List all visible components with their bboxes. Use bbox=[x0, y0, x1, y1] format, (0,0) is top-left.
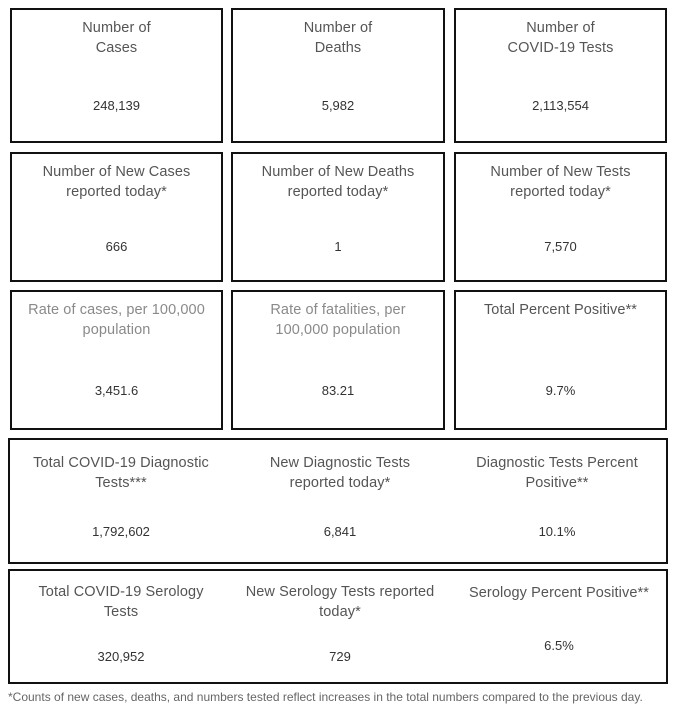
tile-new-diagnostic-tests bbox=[232, 440, 448, 562]
label-line: Tests*** bbox=[95, 475, 147, 491]
tile-label bbox=[448, 583, 670, 603]
tile-diagnostic-percent-positive bbox=[448, 440, 666, 562]
tile-value: 320,952 bbox=[97, 649, 145, 664]
label-line: Deaths bbox=[314, 40, 362, 56]
tile-value: 6,841 bbox=[323, 524, 357, 539]
tile-label bbox=[456, 300, 665, 320]
tile-label bbox=[232, 582, 448, 622]
label-line: 100,000 population bbox=[275, 322, 401, 338]
tile-label bbox=[233, 162, 443, 202]
label-line: Number of New Deaths bbox=[261, 164, 415, 180]
tile-total-diagnostic-tests bbox=[10, 440, 232, 562]
tile-serology-percent-positive bbox=[448, 571, 670, 682]
label-line: Diagnostic Tests Percent bbox=[476, 455, 638, 471]
tile-value: 7,570 bbox=[544, 239, 577, 254]
label-line: Number of New Tests bbox=[490, 164, 631, 180]
tile-label bbox=[456, 162, 665, 202]
tile-total-percent-positive bbox=[454, 290, 667, 430]
tile-value: 3,451.6 bbox=[94, 383, 139, 398]
label-line: Number of bbox=[303, 20, 373, 36]
label-line: Positive** bbox=[525, 475, 589, 491]
tile-new-serology-tests bbox=[232, 571, 448, 682]
tile-value: 9.7% bbox=[545, 383, 576, 398]
label-line: Total Percent Positive** bbox=[483, 302, 638, 318]
tile-value: 666 bbox=[105, 239, 128, 254]
tile-label bbox=[456, 18, 665, 58]
tile-value: 1 bbox=[334, 239, 342, 254]
tile-value: 248,139 bbox=[93, 98, 140, 113]
label-line: Total COVID-19 Serology bbox=[38, 584, 204, 600]
serology-tests-panel bbox=[8, 569, 668, 684]
tile-label bbox=[12, 162, 221, 202]
tile-value: 2,113,554 bbox=[532, 98, 589, 113]
tile-total-serology-tests bbox=[10, 571, 232, 682]
tile-value: 1,792,602 bbox=[92, 524, 150, 539]
label-line: Number of New Cases bbox=[42, 164, 191, 180]
tile-label bbox=[12, 18, 221, 58]
tile-number-of-deaths bbox=[231, 8, 445, 143]
label-line: Rate of fatalities, per bbox=[270, 302, 406, 318]
tile-value: 5,982 bbox=[321, 98, 355, 113]
label-line: COVID-19 Tests bbox=[507, 40, 614, 56]
tile-label bbox=[232, 453, 448, 493]
label-line: population bbox=[82, 322, 151, 338]
tile-new-cases bbox=[10, 152, 223, 282]
tile-label bbox=[10, 582, 232, 622]
tile-new-tests bbox=[454, 152, 667, 282]
tile-label bbox=[233, 18, 443, 58]
label-line: reported today* bbox=[510, 184, 611, 200]
footnote: *Counts of new cases, deaths, and numbers tested reflect increases in the total numbers compared to the previous day. bbox=[8, 690, 643, 704]
tile-number-of-tests bbox=[454, 8, 667, 143]
label-line: Tests bbox=[103, 604, 139, 620]
label-line: Rate of cases, per 100,000 bbox=[28, 302, 205, 318]
tile-value: 83.21 bbox=[321, 383, 355, 398]
label-line: reported today* bbox=[66, 184, 167, 200]
label-line: Number of bbox=[526, 20, 595, 36]
tile-label bbox=[12, 300, 221, 340]
tile-new-deaths bbox=[231, 152, 445, 282]
label-line: New Serology Tests reported bbox=[245, 584, 435, 600]
label-line: New Diagnostic Tests bbox=[269, 455, 411, 471]
label-line: Total COVID-19 Diagnostic bbox=[33, 455, 209, 471]
label-line: today* bbox=[319, 604, 361, 620]
tile-fatality-rate bbox=[231, 290, 445, 430]
diagnostic-tests-panel bbox=[8, 438, 668, 564]
label-line: reported today* bbox=[287, 184, 389, 200]
tile-value: 6.5% bbox=[544, 638, 574, 653]
tile-label bbox=[448, 453, 666, 493]
tile-value: 729 bbox=[329, 649, 351, 664]
label-line: Cases bbox=[95, 40, 138, 56]
tile-number-of-cases bbox=[10, 8, 223, 143]
tile-label bbox=[233, 300, 443, 340]
label-line: Number of bbox=[82, 20, 151, 36]
tile-label bbox=[10, 453, 232, 493]
label-line: reported today* bbox=[289, 475, 391, 491]
label-line: Serology Percent Positive** bbox=[468, 585, 649, 601]
tile-case-rate bbox=[10, 290, 223, 430]
tile-value: 10.1% bbox=[538, 524, 576, 539]
